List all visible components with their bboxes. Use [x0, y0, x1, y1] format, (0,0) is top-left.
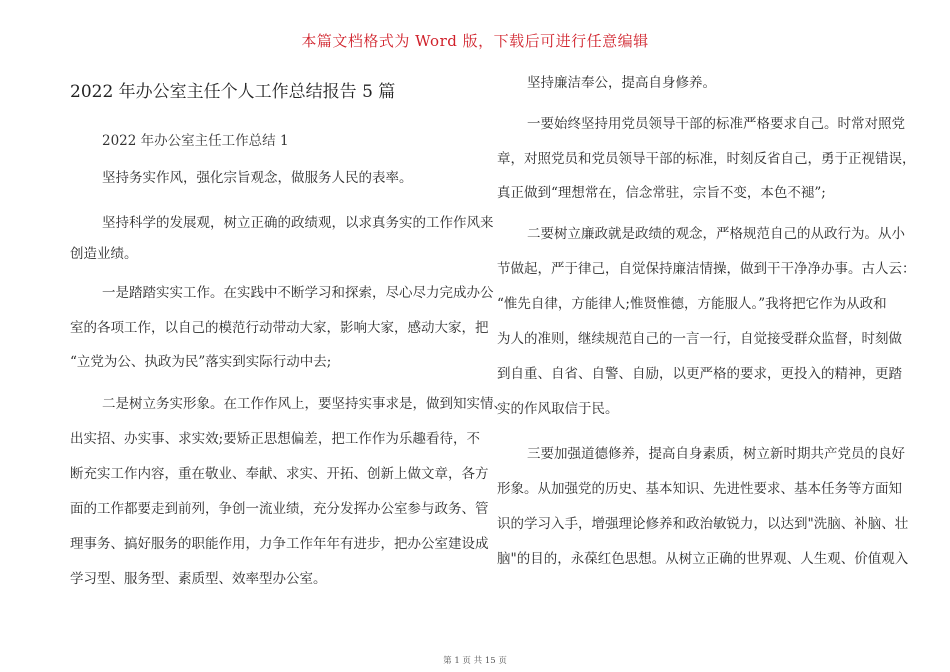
paragraph-line: “惟先自律，方能律人;惟贤惟德，方能服人。”我将把它作为从政和	[497, 296, 887, 312]
document-title: 2022 年办公室主任个人工作总结报告 5 篇	[70, 82, 396, 102]
paragraph-line: 一要始终坚持用党员领导干部的标准严格要求自己。时常对照党	[527, 116, 905, 132]
format-banner: 本篇文档格式为 Word 版，下载后可进行任意编辑	[301, 32, 649, 50]
paragraph-line: 章，对照党员和党员领导干部的标准，时刻反省自己，勇于正视错误，	[497, 151, 916, 167]
paragraph-line: 面的工作都要走到前列，争创一流业绩，充分发挥办公室参与政务、管	[70, 501, 489, 517]
paragraph-line: 创造业绩。	[70, 246, 138, 262]
paragraph-line: 识的学习入手，增强理论修养和政治敏锐力，以达到"洗脑、补脑、壮	[497, 516, 909, 532]
paragraph-line: 二要树立廉政就是政绩的观念，严格规范自己的从政行为。从小	[527, 226, 905, 242]
paragraph-line: 学习型、服务型、素质型、效率型办公室。	[70, 571, 327, 587]
paragraph-line: 出实招、办实事、求实效;要矫正思想偏差，把工作作为乐趣看待，不	[70, 431, 480, 447]
paragraph-line: 理事务、搞好服务的职能作用，力争工作年年有进步，把办公室建设成	[70, 536, 489, 552]
page-number: 第 1 页 共 15 页	[443, 656, 507, 666]
paragraph-line: 坚持廉洁奉公，提高自身修养。	[527, 75, 716, 91]
paragraph-line: 断充实工作内容，重在敬业、奉献、求实、开拓、创新上做文章，各方	[70, 466, 489, 482]
paragraph-line: 脑"的目的，永葆红色思想。从树立正确的世界观、人生观、价值观入	[497, 551, 909, 567]
paragraph-line: 节做起，严于律己，自觉保持廉洁情操，做到干干净净办事。古人云：	[497, 261, 916, 277]
paragraph-line: 为人的准则，继续规范自己的一言一行，自觉接受群众监督，时刻做	[497, 331, 902, 347]
paragraph-line: 一是踏踏实实工作。在实践中不断学习和探索，尽心尽力完成办公	[102, 285, 494, 301]
paragraph-line: 形象。从加强党的历史、基本知识、先进性要求、基本任务等方面知	[497, 481, 902, 497]
paragraph-line: 三要加强道德修养，提高自身素质，树立新时期共产党员的良好	[527, 446, 905, 462]
paragraph-line: 坚持务实作风，强化宗旨观念，做服务人民的表率。	[102, 170, 413, 186]
paragraph-line: “立党为公、执政为民”落实到实际行动中去;	[70, 354, 332, 370]
paragraph-line: 坚持科学的发展观，树立正确的政绩观，以求真务实的工作作风来	[102, 215, 494, 231]
paragraph-line: 实的作风取信于民。	[497, 401, 619, 417]
section-title: 2022 年办公室主任工作总结 1	[102, 133, 289, 149]
paragraph-line: 到自重、自省、自警、自励，以更严格的要求，更投入的精神，更踏	[497, 366, 902, 382]
paragraph-line: 二是树立务实形象。在工作作风上，要坚持实事求是，做到知实情、	[102, 396, 507, 412]
paragraph-line: 室的各项工作，以自己的模范行动带动大家，影响大家，感动大家，把	[70, 320, 489, 336]
paragraph-line: 真正做到“理想常在，信念常驻，宗旨不变，本色不褪”;	[497, 185, 826, 201]
